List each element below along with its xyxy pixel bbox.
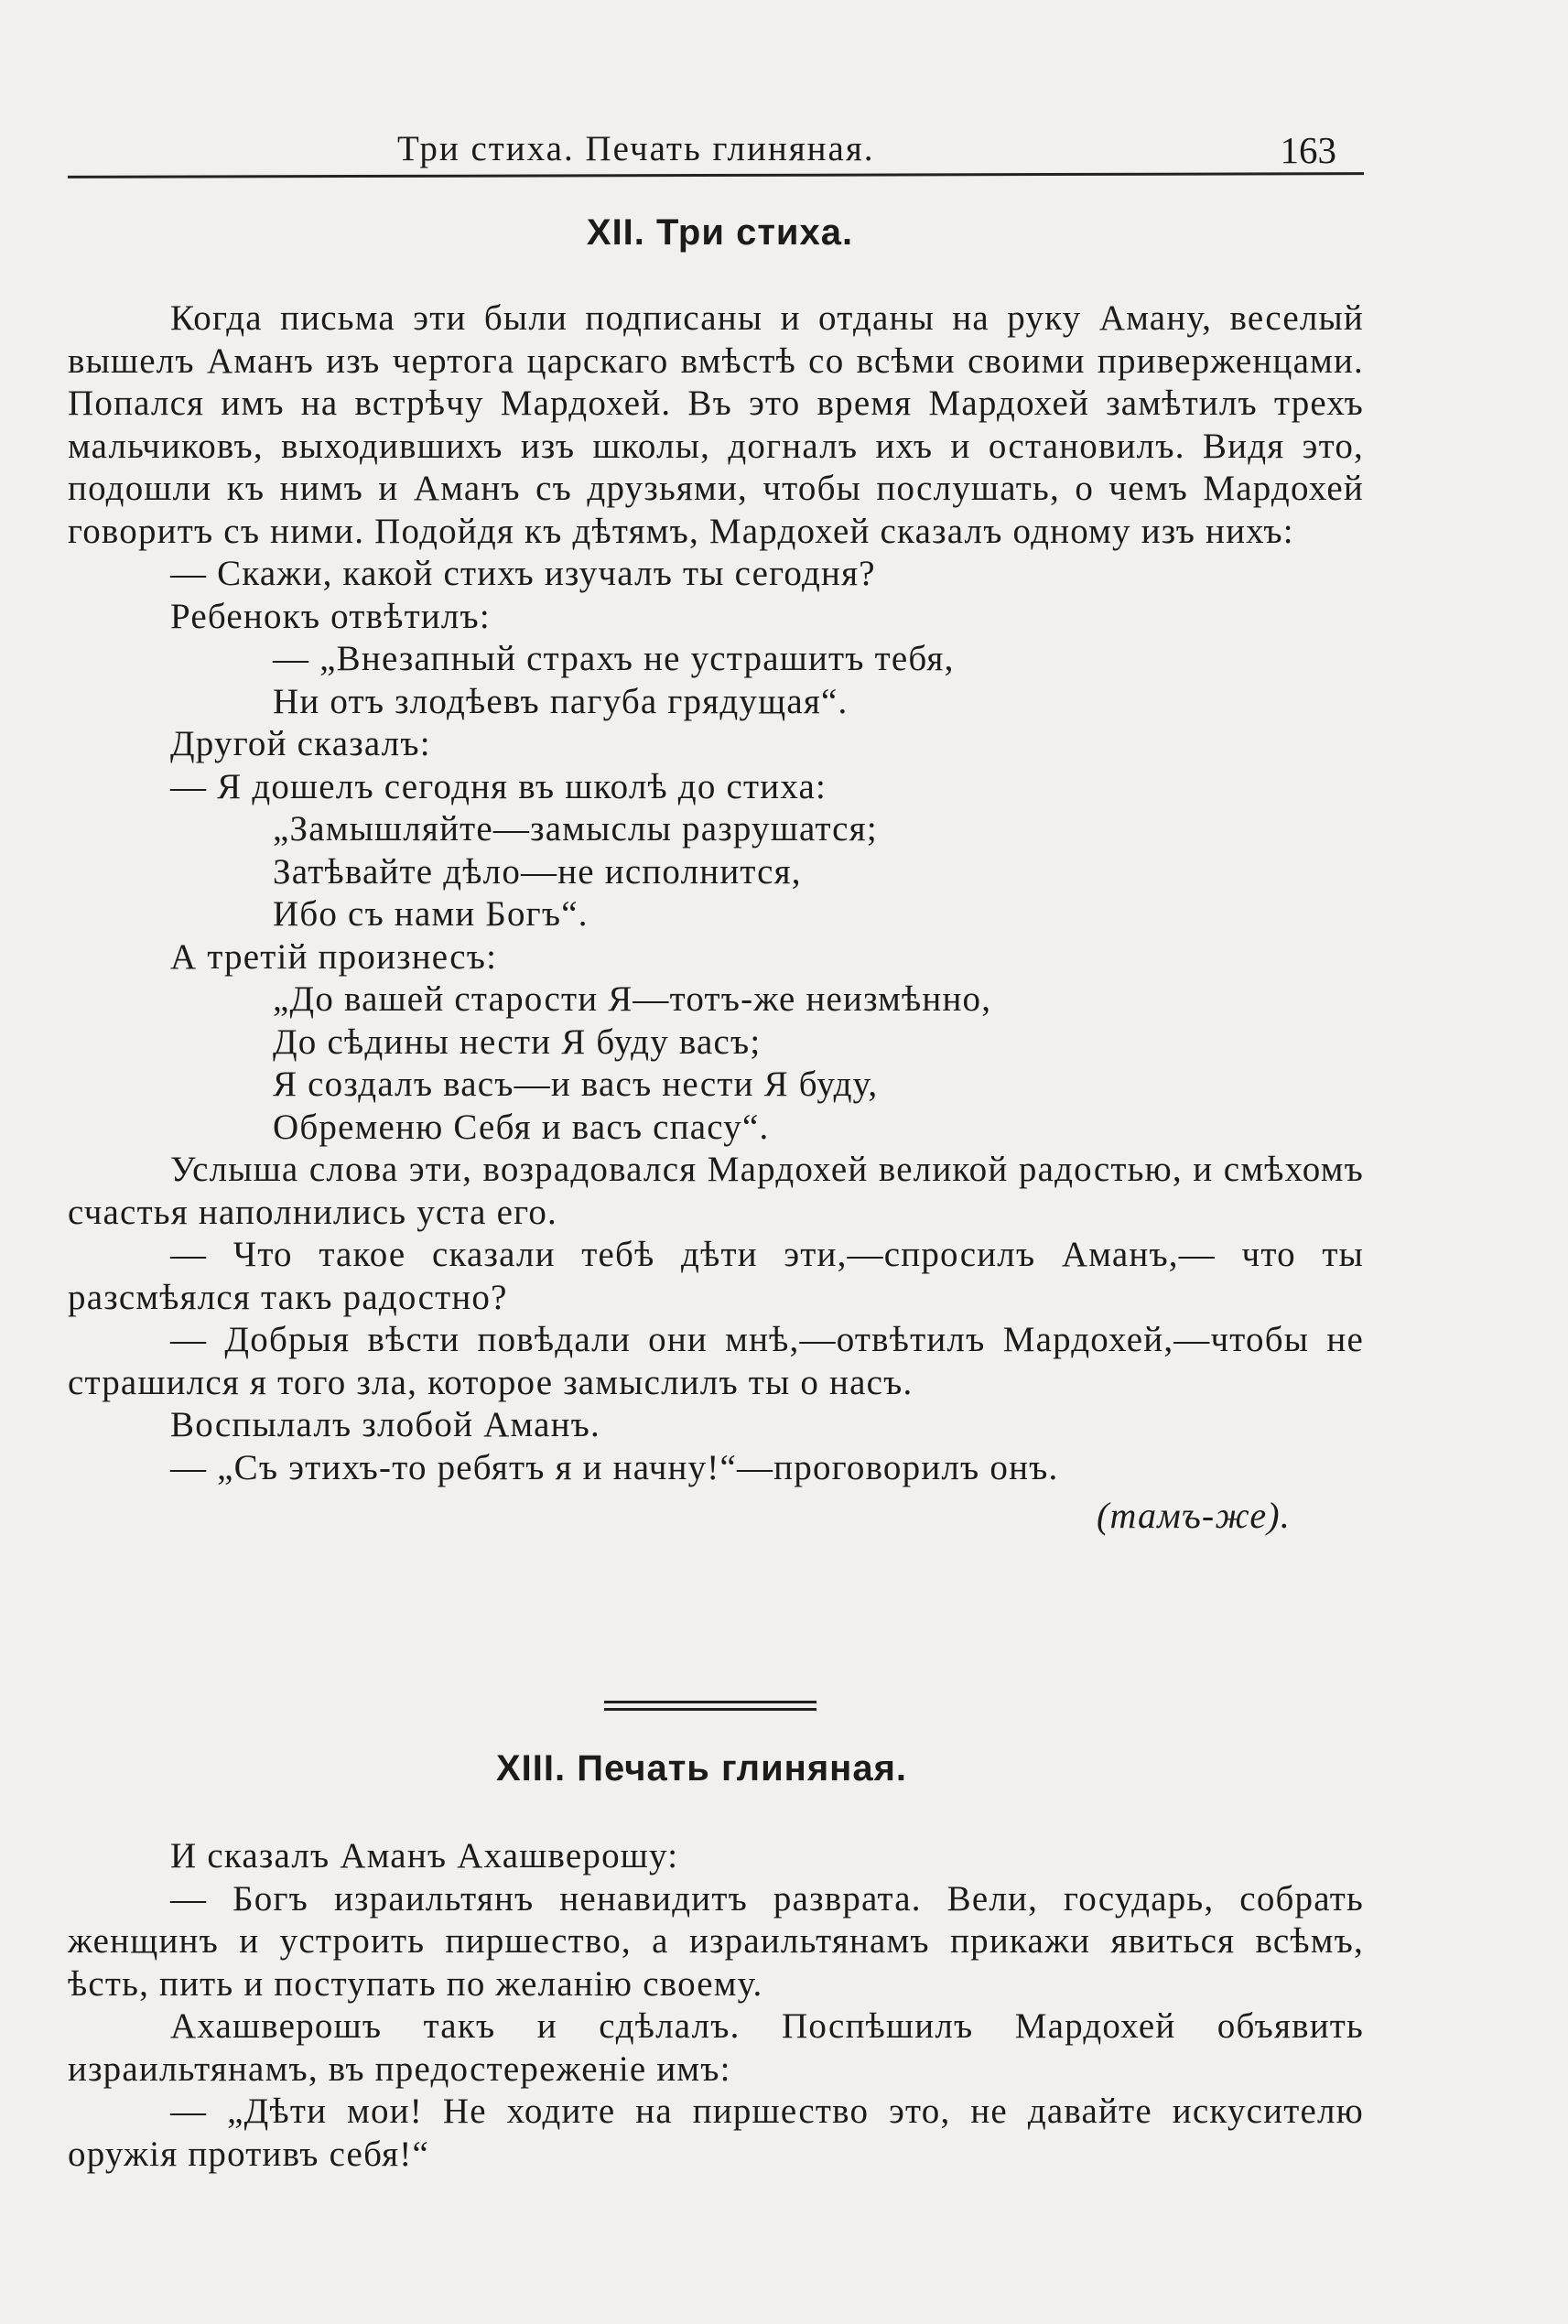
paragraph: — Богъ израильтянъ ненавидитъ разврата. Вели, государь, собрать женщинъ и устроить пиршество, а израильтянамъ прикажи явиться всѣмъ, ѣсть, пить и поступать по желанію своему. — [68, 1878, 1364, 2004]
running-title: Три стиха. Печать глиняная. — [397, 129, 875, 168]
section-title-xii: XII. Три стиха. — [586, 212, 854, 253]
verse-line: „Замышляйте—замыслы разрушатся; — [273, 809, 878, 849]
dialogue-line: А третій произнесъ: — [170, 936, 498, 977]
section-divider — [604, 1701, 816, 1715]
verse-line: Ибо съ нами Богъ“. — [273, 894, 589, 934]
dialogue-line: — Я дошелъ сегодня въ школѣ до стиха: — [170, 766, 827, 806]
verse-line: — „Внезапный страхъ не устрашитъ тебя, — [273, 639, 955, 678]
verse-line: Ни отъ злодѣевъ пагуба грядущая“. — [273, 681, 849, 721]
verse-line: Я создалъ васъ—и васъ нести Я буду, — [273, 1065, 879, 1104]
paragraph: И сказалъ Аманъ Ахашверошу: — [170, 1836, 679, 1875]
paragraph: — Добрыя вѣсти повѣдали они мнѣ,—отвѣтилъ Мардохей,—чтобы не страшился я того зла, которое замыслилъ ты о насъ. — [68, 1320, 1364, 1402]
source-reference: (тамъ-же). — [1096, 1495, 1291, 1536]
page-number: 163 — [1280, 129, 1336, 171]
dialogue-line: — Скажи, какой стихъ изучалъ ты сегодня? — [170, 554, 876, 593]
verse-line: Обремeню Себя и васъ спасу“. — [273, 1107, 770, 1147]
section-xii-text — [68, 297, 1364, 1538]
verse-line: До сѣдины нести Я буду васъ; — [273, 1021, 762, 1062]
dialogue-line: Ребенокъ отвѣтилъ: — [170, 596, 491, 636]
paragraph: Ахашверошъ такъ и сдѣлалъ. Поспѣшилъ Мардохей объявить израильтянамъ, въ предостереженіе имъ: — [68, 2006, 1364, 2089]
paragraph: Воспылалъ злобой Аманъ. — [170, 1405, 600, 1444]
verse-line: „До вашей старости Я—тотъ-же неизмѣнно, — [273, 979, 992, 1019]
paragraph: — Что такое сказали тебѣ дѣти эти,—спросилъ Аманъ,— что ты разсмѣялся такъ радостно? — [68, 1235, 1364, 1317]
paragraph: Когда письма эти были подписаны и отданы на руку Аману, веселый вышелъ Аманъ изъ чертога царскаго вмѣстѣ со всѣми своими приверженцами. Попался имъ на встрѣчу Мардохей. Въ это время Мардохей замѣтилъ трехъ мальчиковъ, выходившихъ изъ школы, догналъ ихъ и остановилъ. Видя это, подошли къ нимъ и Аманъ съ друзьями, чтобы послушать, о чемъ Мардохей говоритъ съ ними. Подойдя къ дѣтямъ, Мардохей сказалъ одному изъ нихъ: — [68, 298, 1364, 551]
section-title-xiii: XIII. Печать глиняная. — [495, 1748, 908, 1789]
verse-line: Затѣвайте дѣло—не исполнится, — [273, 851, 802, 892]
dialogue-line: Другой сказалъ: — [170, 724, 431, 763]
paragraph: — „Дѣти мои! Не ходите на пиршество это, не давайте искусителю оружія противъ себя!“ — [68, 2092, 1364, 2174]
running-head — [68, 119, 1364, 174]
paragraph: Услыша слова эти, возрадовался Мардохей великой радостью, и смѣхомъ счастья наполнились уста его. — [68, 1150, 1364, 1232]
section-xiii-text — [68, 1835, 1364, 2176]
paragraph: — „Съ этихъ-то ребятъ я и начну!“—проговорилъ онъ. — [170, 1447, 1059, 1487]
